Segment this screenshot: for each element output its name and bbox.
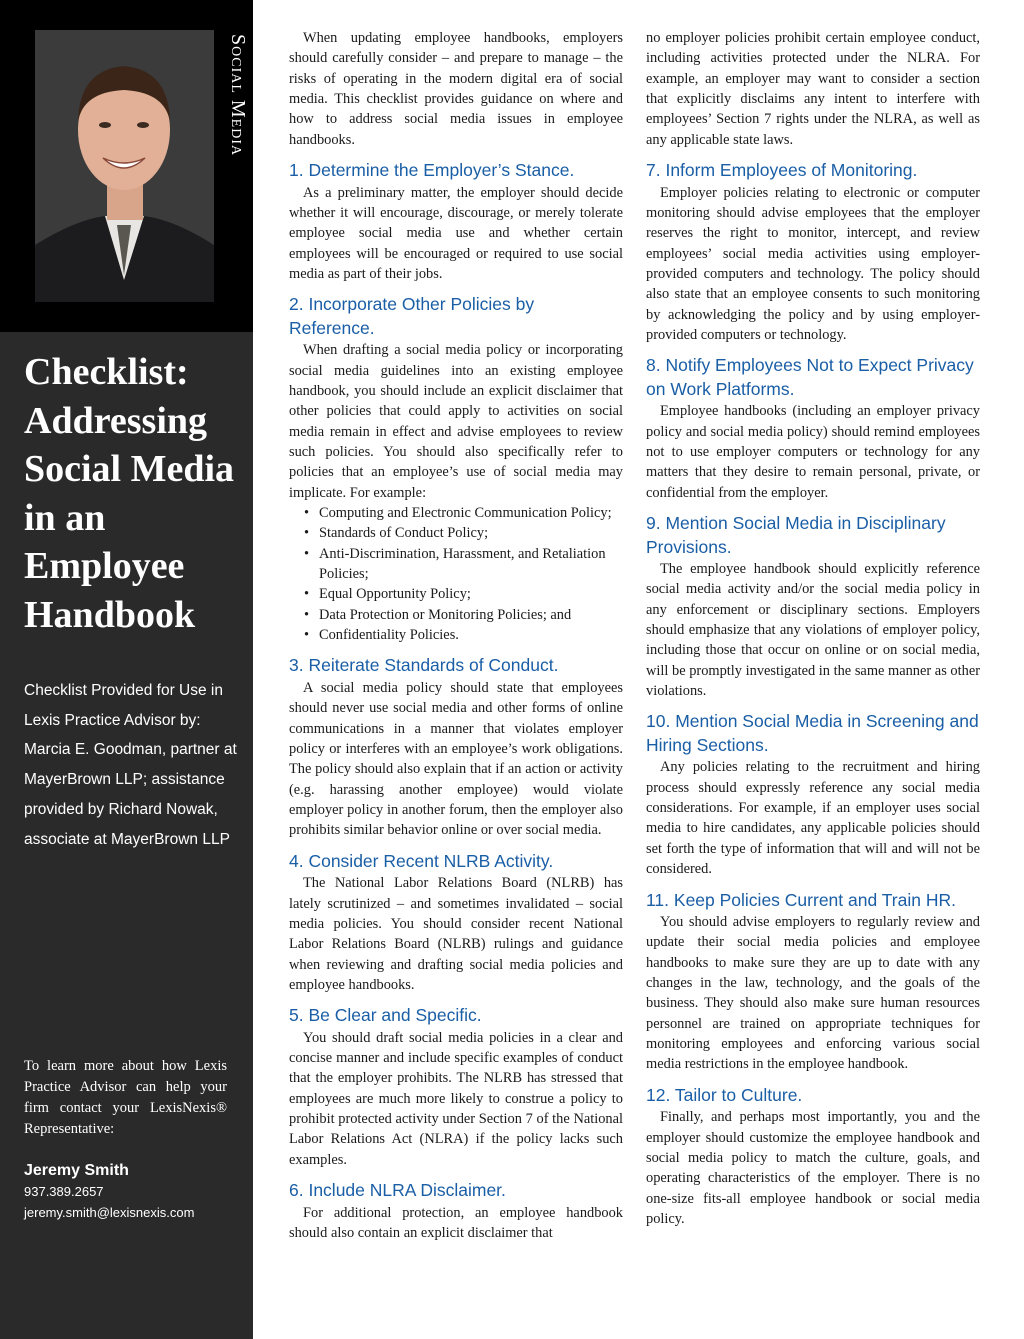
section-label: Social Media [227, 34, 249, 157]
section-body-continued: no employer policies prohibit certain employee conduct, including activities protected under the NLRA. For example, an employer may want to consider a section that explicitly disclaims any intent to interfere with employees’ Section 7 rights under the NLRA, as well as any applicable state laws. [646, 30, 980, 148]
section-body: You should advise employers to regularly review and update their social media policies and employee handbooks to make sure they are up to date with any changes in the law, technology, and the goals of the business. They should also make sure human resources personnel are trained on appropriate techniques for monitoring employees and enforcing various social media restrictions in the employee handbook. [646, 914, 980, 1073]
section-heading: 2. Incorporate Other Policies by Reference. [289, 294, 535, 338]
intro-paragraph: When updating employee handbooks, employers should carefully consider – and prepare to manage – the risks of operating in the modern digital era of social media. This checklist provides guidance on where and how to address social media issues in employee handbooks. [289, 30, 623, 148]
section-body: Employee handbooks (including an employer privacy policy and social media policy) should remind employees not to use employer computers or technology for any matters that they desire to remain personal, private, or confidential from the employer. [646, 403, 980, 501]
list-item: • Standards of Conduct Policy; [319, 523, 623, 543]
column-right [646, 28, 980, 1318]
section-heading: 1. Determine the Employer’s Stance. [289, 160, 575, 181]
section-heading: 10. Mention Social Media in Screening and Hiring Sections. [646, 711, 979, 755]
policy-list [289, 503, 623, 645]
list-item: • Equal Opportunity Policy; [319, 584, 623, 604]
rep-email[interactable]: jeremy.smith@lexisnexis.com [24, 1205, 195, 1220]
section-heading: 11. Keep Policies Current and Train HR. [646, 889, 956, 910]
section-body: Any policies relating to the recruitment and hiring process should expressly reference any social media considerations. For example, if an employer uses social media to hire candidates, any applicable policies should set forth the type of information that will and will not be considered. [646, 759, 980, 878]
section-body: Finally, and perhaps most importantly, you and the employer should customize the employee handbook and social media policy to match the culture, goals, and operating characteristics of the employer. There is no one-size fits-all employee handbook or social media policy. [646, 1109, 980, 1227]
page-title: Checklist: Addressing Social Media in an Employee Handbook [24, 351, 235, 636]
list-item: • Data Protection or Monitoring Policies; and [319, 605, 623, 625]
section-body: Employer policies relating to electronic or computer monitoring should advise employees that the employer reserves the right to monitor, intercept, and review employees’ social media activities using employer-provided computers and technology. The policy should also state that an employee consents to such monitoring by acknowledging the policy and by using employer-provided computers or technology. [646, 184, 980, 343]
section-heading: 7. Inform Employees of Monitoring. [646, 160, 918, 181]
rep-phone: 937.389.2657 [24, 1184, 104, 1199]
section-heading: 8. Notify Employees Not to Expect Privacy on Work Platforms. [646, 355, 974, 399]
section-heading: 4. Consider Recent NLRB Activity. [289, 850, 554, 871]
list-item: • Computing and Electronic Communication Policy; [319, 503, 623, 523]
section-body: When drafting a social media policy or incorporating social media guidelines into an existing employee handbook, you should include an explicit disclaimer that other policies that could apply to activities on social media remain in effect and advise employees to review such policies. You should also specifically refer to policies that an employee’s use of social media may implicate. For example: [289, 342, 623, 501]
sidebar [0, 0, 253, 1339]
section-heading: 12. Tailor to Culture. [646, 1084, 803, 1105]
section-body: You should draft social media policies in a clear and concise manner and include specific examples of conduct that the employer prohibits. The NLRB has stressed that employees are much more likely to construe a policy to prohibit protected activity under Section 7 of the National Labor Relations Act (NLRA) if the policy lacks such examples. [289, 1029, 623, 1168]
photo-block [0, 0, 253, 332]
author-photo [35, 30, 214, 302]
list-item: • Anti-Discrimination, Harassment, and Retaliation Policies; [319, 544, 623, 585]
learn-more-text: To learn more about how Lexis Practice Advisor can help your firm contact your LexisNexis® Representative: [24, 1058, 227, 1137]
section-body: For additional protection, an employee handbook should also contain an explicit disclaimer that [289, 1204, 623, 1241]
rep-name: Jeremy Smith [24, 1162, 129, 1179]
column-left [289, 28, 623, 1318]
section-body: The employee handbook should explicitly reference social media activity and/or the social media policy in any enforcement or disciplinary sections. Employers should emphasize that any violations of employer policy, including those that occur on online or on social media, will be promptly investigated in the same manner as other violations. [646, 561, 980, 700]
portrait-image [35, 30, 214, 302]
section-heading: 9. Mention Social Media in Disciplinary Provisions. [646, 513, 946, 557]
section-heading: 5. Be Clear and Specific. [289, 1005, 482, 1026]
section-body: As a preliminary matter, the employer should decide whether it will encourage, discourage, or merely tolerate employee social media use and whether certain employees will be encouraged or required to use social media as part of their jobs. [289, 184, 623, 282]
section-body: A social media policy should state that employees should never use social media and other forms of online communications in a manner that violates employer policy or interferes with an employee’s work obligations. The policy should also explain that if an action or activity (e.g. harassing another employee) would violate employer policy in another forum, then the employer also prohibits similar behavior online or over social media. [289, 679, 623, 839]
section-heading: 3. Reiterate Standards of Conduct. [289, 655, 559, 676]
section-heading: 6. Include NLRA Disclaimer. [289, 1180, 506, 1201]
list-item: • Confidentiality Policies. [319, 625, 623, 645]
credits-text: Checklist Provided for Use in Lexis Practice Advisor by: Marcia E. Goodman, partner at MayerBrown LLP; assistance provided by Richard Nowak, associate at MayerBrown LLP [24, 682, 237, 848]
section-body: The National Labor Relations Board (NLRB) has lately scrutinized – and sometimes invalidated – social media policies. You should consider recent National Labor Relations Board (NLRB) rulings and guidance when reviewing and drafting social media policies and employee handbooks. [289, 875, 623, 993]
